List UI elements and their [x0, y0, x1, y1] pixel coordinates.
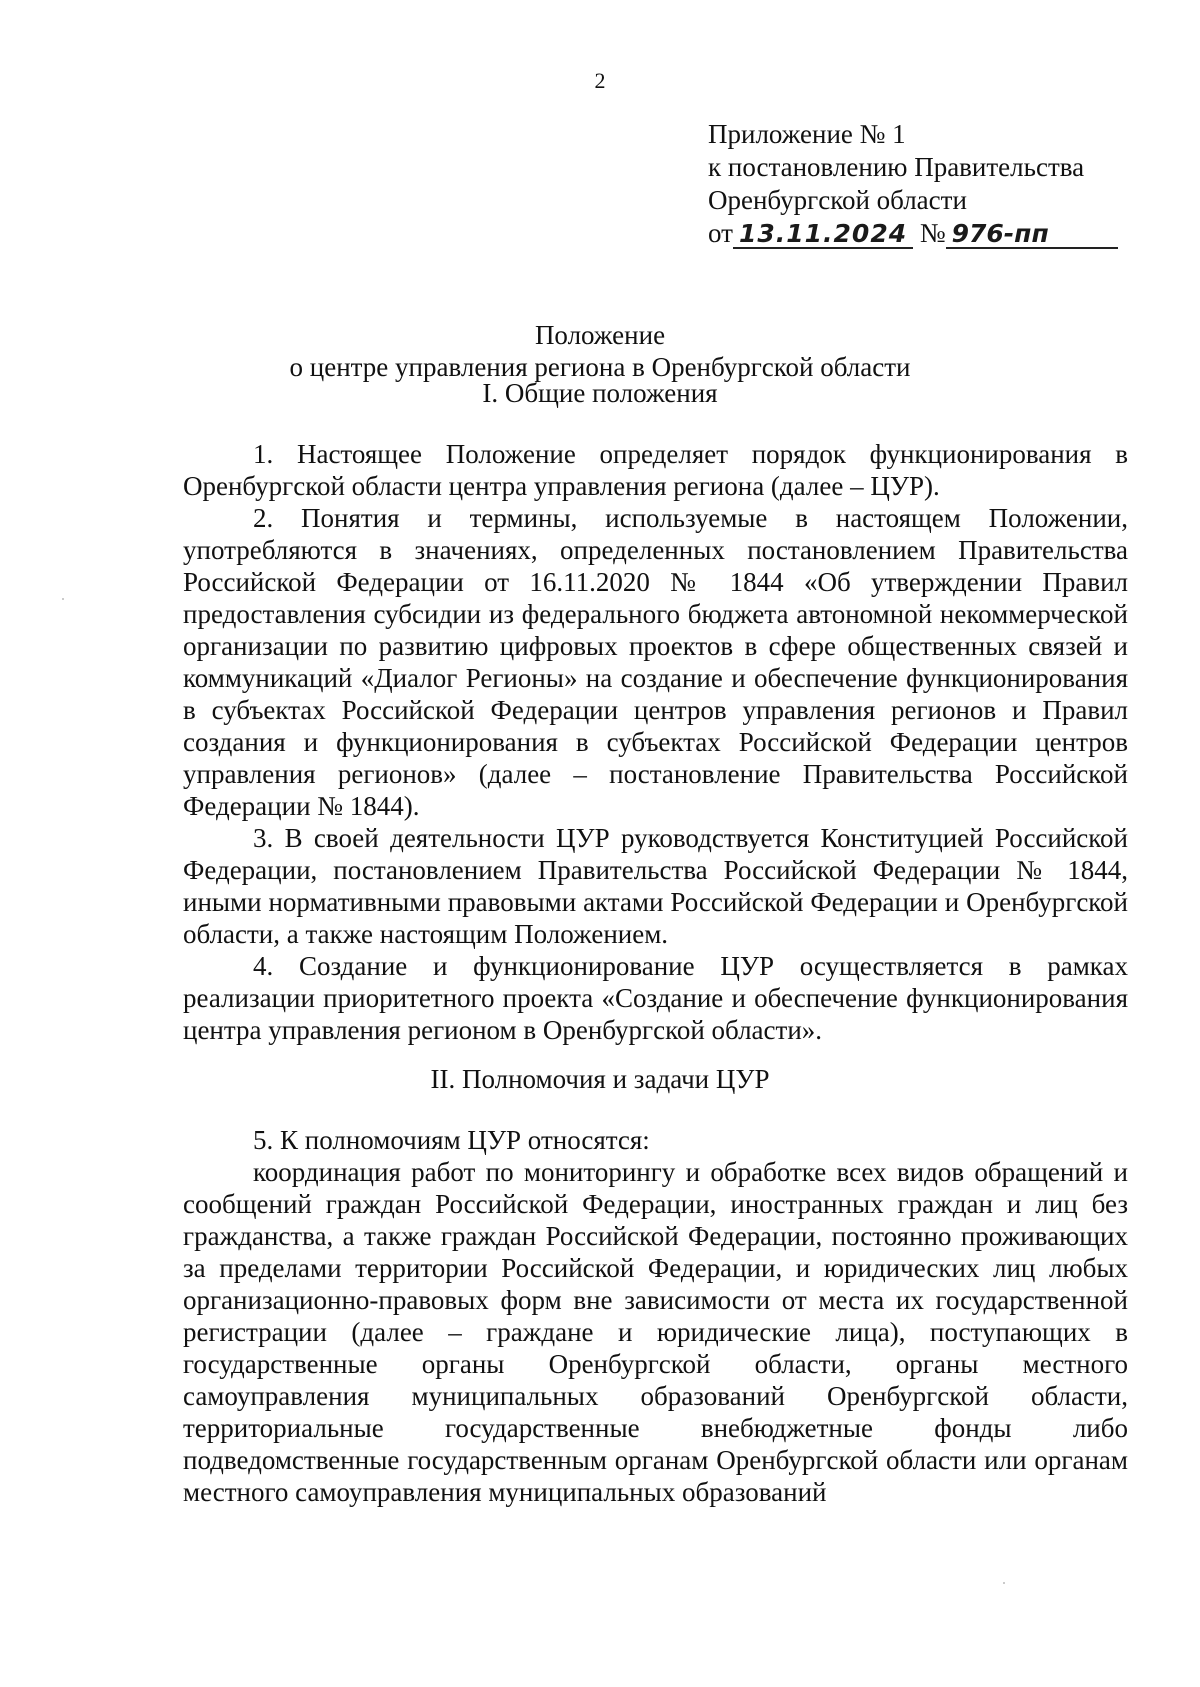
appendix-line-2: к постановлению Правительства — [708, 152, 1085, 182]
document-title: Положение — [534, 320, 666, 350]
scan-speck — [1003, 1582, 1005, 1584]
paragraph-5-item-1: координация работ по мониторингу и обработке всех видов обращений и сообщений граждан Российской Федерации, иностранных граждан и лиц без гражданства, а также граждан Российской Федерации, постоянно проживающих за пределами территории Российской Федерации, и юридических лиц любых организационно-правовых форм вне зависимости от места их государственной регистрации (далее – граждане и юридические лица), поступающих в государственные органы Оренбургской области, органы местного самоуправления муниципальных образований Оренбургской области, территориальные государственные внебюджетные фонды либо подведомственные государственным органам Оренбургской области или органам местного самоуправления муниципальных образований — [183, 1157, 1128, 1507]
from-label: от — [708, 218, 733, 248]
appendix-line-3: Оренбургской области — [708, 185, 967, 215]
section-2-body — [183, 1124, 1128, 1508]
section-1-body — [183, 438, 1128, 1046]
page-number: 2 — [594, 68, 606, 93]
document-subtitle: о центре управления региона в Оренбургской области — [289, 352, 911, 382]
paragraph-2: 2. Понятия и термины, используемые в настоящем Положении, употребляются в значениях, определенных постановлением Правительства Российской Федерации от 16.11.2020 № 1844 «Об утверждении Правил предоставления субсидии из федерального бюджета автономной некоммерческой организации по развитию цифровых проектов в сфере общественных связей и коммуникаций «Диалог Регионы» на создание и обеспечение функционирования в субъектах Российской Федерации центров управления регионов и Правил создания и функционирования в субъектах Российской Федерации центров управления регионов» (далее – постановление Правительства Российской Федерации № 1844). — [183, 503, 1128, 821]
section-1-heading: I. Общие положения — [482, 378, 718, 408]
paragraph-5: 5. К полномочиям ЦУР относятся: — [253, 1125, 650, 1155]
appendix-line-1: Приложение № 1 — [708, 119, 906, 149]
handwritten-number: 976-пп — [946, 221, 1118, 249]
appendix-header — [708, 118, 1118, 250]
scan-speck — [62, 598, 64, 600]
number-label: № — [919, 218, 946, 248]
paragraph-3: 3. В своей деятельности ЦУР руководствуется Конституцией Российской Федерации, постановлением Правительства Российской Федерации № 1844, иными нормативными правовыми актами Российской Федерации и Оренбургской области, а также настоящим Положением. — [183, 823, 1128, 949]
handwritten-date: 13.11.2024 — [733, 221, 913, 249]
section-2-heading: II. Полномочия и задачи ЦУР — [430, 1064, 770, 1094]
paragraph-4: 4. Создание и функционирование ЦУР осуществляется в рамках реализации приоритетного проекта «Создание и обеспечение функционирования центра управления регионом в Оренбургской области». — [183, 951, 1128, 1045]
paragraph-1: 1. Настоящее Положение определяет порядок функционирования в Оренбургской области центра управления региона (далее – ЦУР). — [183, 439, 1128, 501]
appendix-date-number-line — [708, 217, 1118, 250]
